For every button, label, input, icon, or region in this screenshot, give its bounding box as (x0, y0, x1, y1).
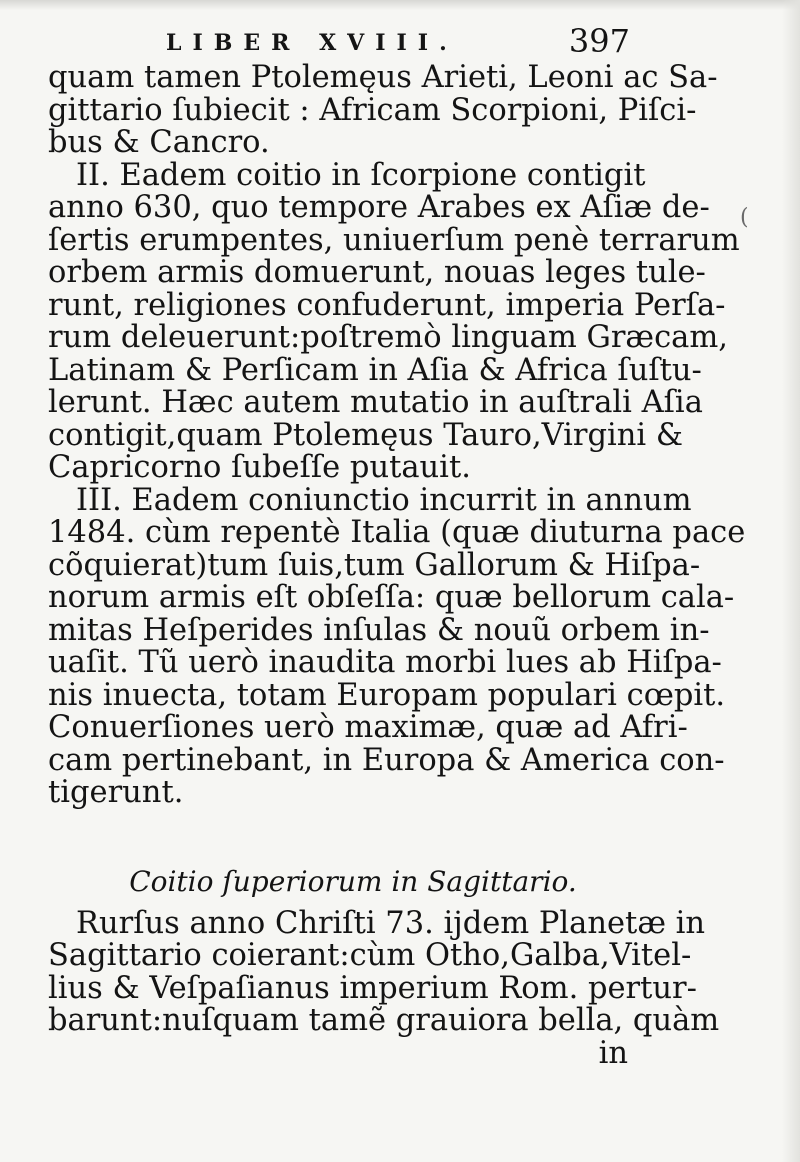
body-text (48, 60, 746, 1071)
text-line: contigit,quam Ptolemęus Tauro,Virgini & (48, 417, 683, 453)
page-edge-right (782, 0, 800, 1162)
margin-mark: ( (740, 205, 749, 230)
text-line: quam tamen Ptolemęus Arieti, Leoni ac Sa- (48, 60, 718, 95)
text-line: lerunt. Hæc autem mutatio in auſtrali Aſia (48, 385, 703, 420)
text-line: norum armis eſt obſeſſa: quæ bellorum cala- (48, 580, 735, 615)
text-line: II. Eadem coitio in ſcorpione contigit (76, 157, 646, 193)
text-line: Conuerſiones uerò maximæ, quæ ad Afri- (48, 710, 688, 745)
text-line: cam pertinebant, in Europa & America con- (48, 742, 725, 778)
text-line: nis inuecta, totam Europam populari cœpit. (48, 677, 726, 713)
text-line: 1484. cùm repentè Italia (quæ diuturna pace (48, 515, 746, 550)
text-line: Latinam & Perſicam in Aſia & Africa ſuſtu- (48, 352, 702, 388)
text-line: rum deleuerunt:poſtremò linguam Græcam, (48, 320, 728, 355)
section-heading: Coitio ſuperiorum in Sagittario. (129, 864, 577, 898)
text-line: III. Eadem coniunctio incurrit in annum (76, 482, 692, 518)
paragraph-3 (48, 482, 746, 810)
text-line: cõquierat)tum ſuis,tum Gallorum & Hiſpa- (48, 547, 701, 583)
page-edge-top (0, 0, 800, 10)
text-line: Sagittario coierant:cùm Otho,Galba,Vitel- (48, 938, 692, 973)
running-head: LIBER XVIII. (166, 30, 458, 56)
paragraph-2 (48, 157, 740, 485)
paragraph-4 (48, 905, 720, 1038)
paragraph-1 (48, 60, 718, 160)
section-gap (48, 810, 628, 856)
text-line: tigerunt. (48, 775, 184, 810)
text-line: uaſit. Tũ uerò inaudita morbi lues ab Hiſpa- (48, 645, 722, 680)
text-line: anno 630, quo tempore Arabes ex Aſiæ de- (48, 190, 710, 225)
text-line: ſertis erumpentes, uniuerſum penè terrarum (48, 222, 740, 258)
page-number: 397 (568, 22, 630, 60)
text-line: mitas Heſperides inſulas & nouũ orbem in- (48, 612, 710, 648)
text-line: bus & Cancro. (48, 125, 270, 160)
text-line: gittario ſubiecit : Africam Scorpioni, Piſci- (48, 92, 697, 128)
text-line: orbem armis domuerunt, nouas leges tule- (48, 255, 706, 290)
text-line: lius & Veſpaſianus imperium Rom. pertur- (48, 970, 697, 1006)
text-line: barunt:nuſquam tamẽ grauiora bella, quàm (48, 1003, 720, 1038)
catchword: in (598, 1035, 628, 1071)
text-line: Capricorno ſubeſſe putauit. (48, 450, 471, 485)
text-line: runt, religiones confuderunt, imperia Perſa- (48, 287, 726, 323)
text-line: Rurſus anno Chriſti 73. ijdem Planetæ in (76, 905, 706, 941)
